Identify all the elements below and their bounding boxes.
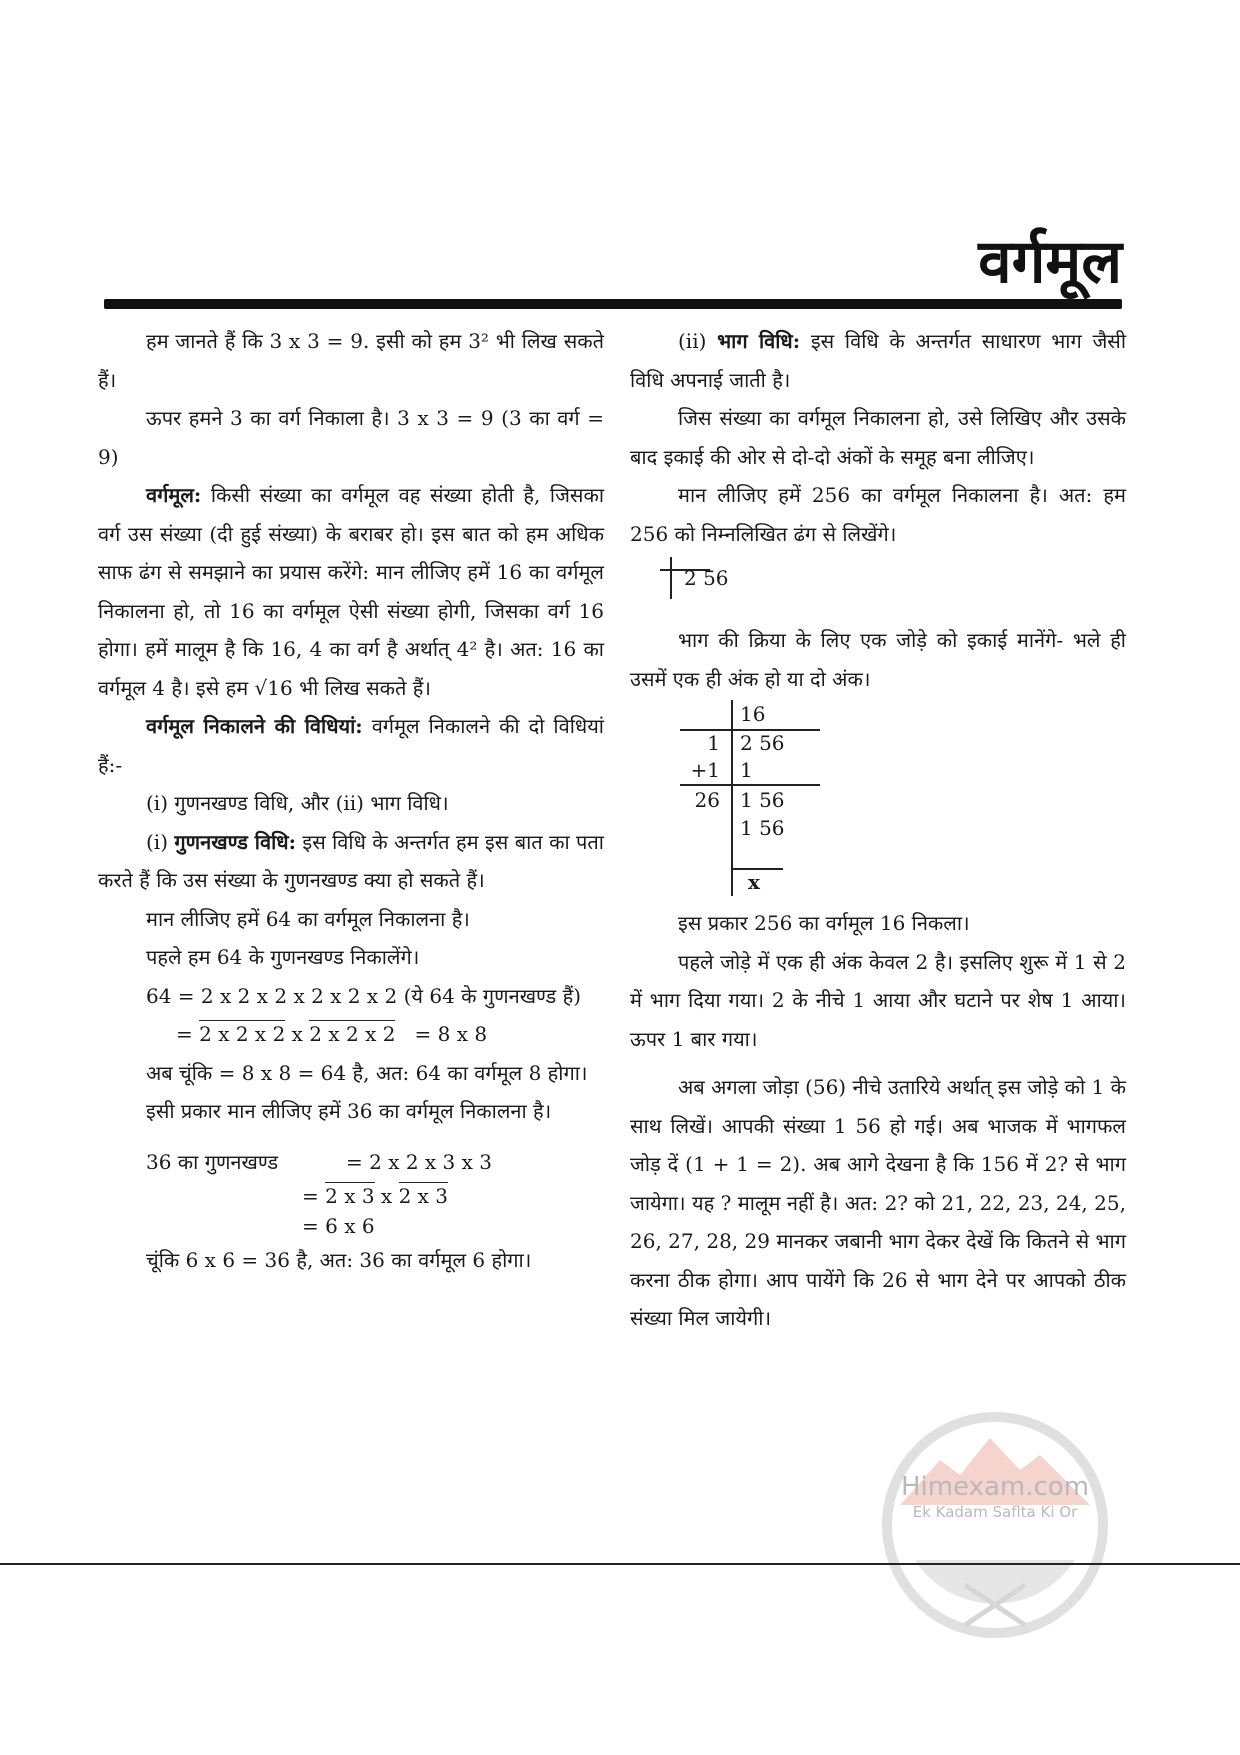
right-para-3: मान लीजिए हमें 256 का वर्गमूल निकालना है। अत: हम 256 को निम्नलिखित ढंग से लिखेंगे। <box>630 483 1126 546</box>
title-rule <box>104 299 1122 309</box>
divisor-1: 1 <box>707 731 720 755</box>
left-para-11: अब चूंकि = 8 x 8 = 64 है, अत: 64 का वर्गमूल 8 होगा। <box>146 1060 588 1085</box>
factor-36-label: 36 का गुणनखण्ड <box>146 1149 279 1174</box>
quotient: 16 <box>740 702 766 726</box>
factor-line-64: 64 = 2 x 2 x 2 x 2 x 2 x 2 (ये 64 के गुणनखण्ड हैं) <box>146 983 582 1008</box>
factor-group-b: 2 x 3 <box>398 1184 449 1208</box>
left-para-7: मान लीजिए हमें 64 का वर्गमूल निकालना है। <box>146 906 470 931</box>
page-title: वर्गमूल <box>978 227 1122 297</box>
right-column <box>630 322 1126 1338</box>
term-division-method: भाग विधि: <box>717 329 801 353</box>
factor-36-result: = 6 x 6 <box>302 1214 375 1238</box>
times-sign: x <box>285 1022 310 1046</box>
division-setup <box>630 557 1126 607</box>
right-para-1 <box>630 322 1126 399</box>
left-para-8: पहले हम 64 के गुणनखण्ड निकालेंगे। <box>146 945 420 969</box>
eq-sign: = <box>176 1022 200 1046</box>
right-para-5: इस प्रकार 256 का वर्गमूल 16 निकला। <box>678 911 970 935</box>
left-para-5: (i) गुणनखण्ड विधि, और (ii) भाग विधि। <box>146 791 449 815</box>
factor-group-64 <box>98 1015 604 1054</box>
left-para-4 <box>98 707 604 784</box>
long-division <box>630 700 1126 896</box>
factor-result: = 8 x 8 <box>395 1022 488 1046</box>
footer-rule <box>0 1563 1240 1565</box>
watermark-logo <box>880 1410 1110 1640</box>
division-setup-vline <box>670 557 672 599</box>
right-para-2: जिस संख्या का वर्गमूल निकालना हो, उसे लिखिए और उसके बाद इकाई की ओर से दो-दो अंकों के समूह बना लीजिए। <box>630 406 1126 469</box>
times-sign: x <box>374 1184 399 1208</box>
left-para-6-text: इस विधि के अन्तर्गत हम इस बात का पता करते हैं कि उस संख्या के गुणनखण्ड क्या हो सकते हैं। <box>98 829 604 892</box>
right-para-7: अब अगला जोड़ा (56) नीचे उतारिये अर्थात् इस जोड़े को 1 के साथ लिखें। आपकी संख्या 1 56 हो गई। अब भाजक में भागफल जोड़ दें (1 + 1 = 2). अब आगे देखना है कि 156 में 2? से भाग जायेगा। यह ? मालूम नहीं है। अत: 2? को 21, 22, 23, 24, 25, 26, 27, 28, 29 मानकर जबानी भाग देकर देखें कि कितने से भाग करना ठीक होगा। आप पायेंगे कि 26 से भाग देने पर आपको ठीक संख्या मिल जायेगी। <box>630 1075 1126 1330</box>
left-column <box>98 322 604 1280</box>
left-para-12: इसी प्रकार मान लीजिए हमें 36 का वर्गमूल निकालना है। <box>146 1099 552 1123</box>
factor-line-36 <box>98 1143 604 1182</box>
right-para-1-text: इस विधि के अन्तर्गत साधारण भाग जैसी विधि अपनाई जाती है। <box>630 329 1126 392</box>
right-para-6: पहले जोड़े में एक ही अंक केवल 2 है। इसलिए शुरू में 1 से 2 में भाग दिया गया। 2 के नीचे 1 आया और घटाने पर शेष 1 आया। ऊपर 1 बार गया। <box>630 949 1126 1051</box>
watermark-line-2: Ek Kadam Saflta Ki Or <box>912 1503 1078 1521</box>
subtract-1: 1 <box>740 758 753 782</box>
dividend-1: 2 56 <box>740 731 785 755</box>
left-para-1: हम जानते हैं कि 3 x 3 = 9. इसी को हम 3² भी लिख सकते हैं। <box>98 329 604 392</box>
left-para-16: चूंकि 6 x 6 = 36 है, अत: 36 का वर्गमूल 6 होगा। <box>146 1248 532 1272</box>
left-para-3-text: किसी संख्या का वर्गमूल वह संख्या होती है, जिसका वर्ग उस संख्या (दी हुई संख्या) के बराबर हो। इस बात को हम अधिक साफ ढंग से समझाने का प्रयास करेंगे: मान लीजिए हमें 16 का वर्गमूल निकालना हो, तो 16 का वर्गमूल ऐसी संख्या होगी, जिसका वर्ग 16 होगा। हमें मालूम है कि 16, 4 का वर्ग है अर्थात् 4² है। अत: 16 का वर्गमूल 4 है। इसे हम √16 भी लिख सकते हैं। <box>98 483 604 700</box>
left-para-6 <box>98 823 604 900</box>
dividend-2: 1 56 <box>740 788 785 812</box>
term-methods: वर्गमूल निकालने की विधियां: <box>146 714 363 738</box>
left-para-4-text: वर्गमूल निकालने की दो विधियां हैं:- <box>98 714 604 777</box>
term-vargmool: वर्गमूल: <box>146 483 202 507</box>
divisor-add: +1 <box>690 758 720 782</box>
eq-sign: = <box>302 1184 326 1208</box>
factor-group-b: 2 x 2 x 2 <box>309 1022 396 1046</box>
remainder: x <box>748 870 760 894</box>
left-para-3 <box>98 476 604 707</box>
factor-group-a: 2 x 3 <box>325 1184 375 1208</box>
subtract-2: 1 56 <box>740 816 785 840</box>
factor-group-36 <box>98 1181 604 1211</box>
watermark-line-1: Himexam.com <box>900 1472 1090 1502</box>
left-para-2: ऊपर हमने 3 का वर्ग निकाला है। 3 x 3 = 9 (3 का वर्ग = 9) <box>98 406 604 469</box>
factor-group-a: 2 x 2 x 2 <box>199 1022 286 1046</box>
right-para-1-prefix: (ii) <box>678 329 718 353</box>
right-para-4: भाग की क्रिया के लिए एक जोड़े को इकाई मानेंगे- भले ही उसमें एक ही अंक हो या दो अंक। <box>630 628 1126 691</box>
watermark-text <box>880 1472 1110 1522</box>
factor-36-value: = 2 x 2 x 3 x 3 <box>346 1149 492 1174</box>
left-para-6-prefix: (i) <box>146 829 175 854</box>
division-setup-number: 2 56 <box>684 566 729 590</box>
term-factor-method: गुणनखण्ड विधि: <box>174 829 296 854</box>
divisor-2: 26 <box>694 788 720 812</box>
